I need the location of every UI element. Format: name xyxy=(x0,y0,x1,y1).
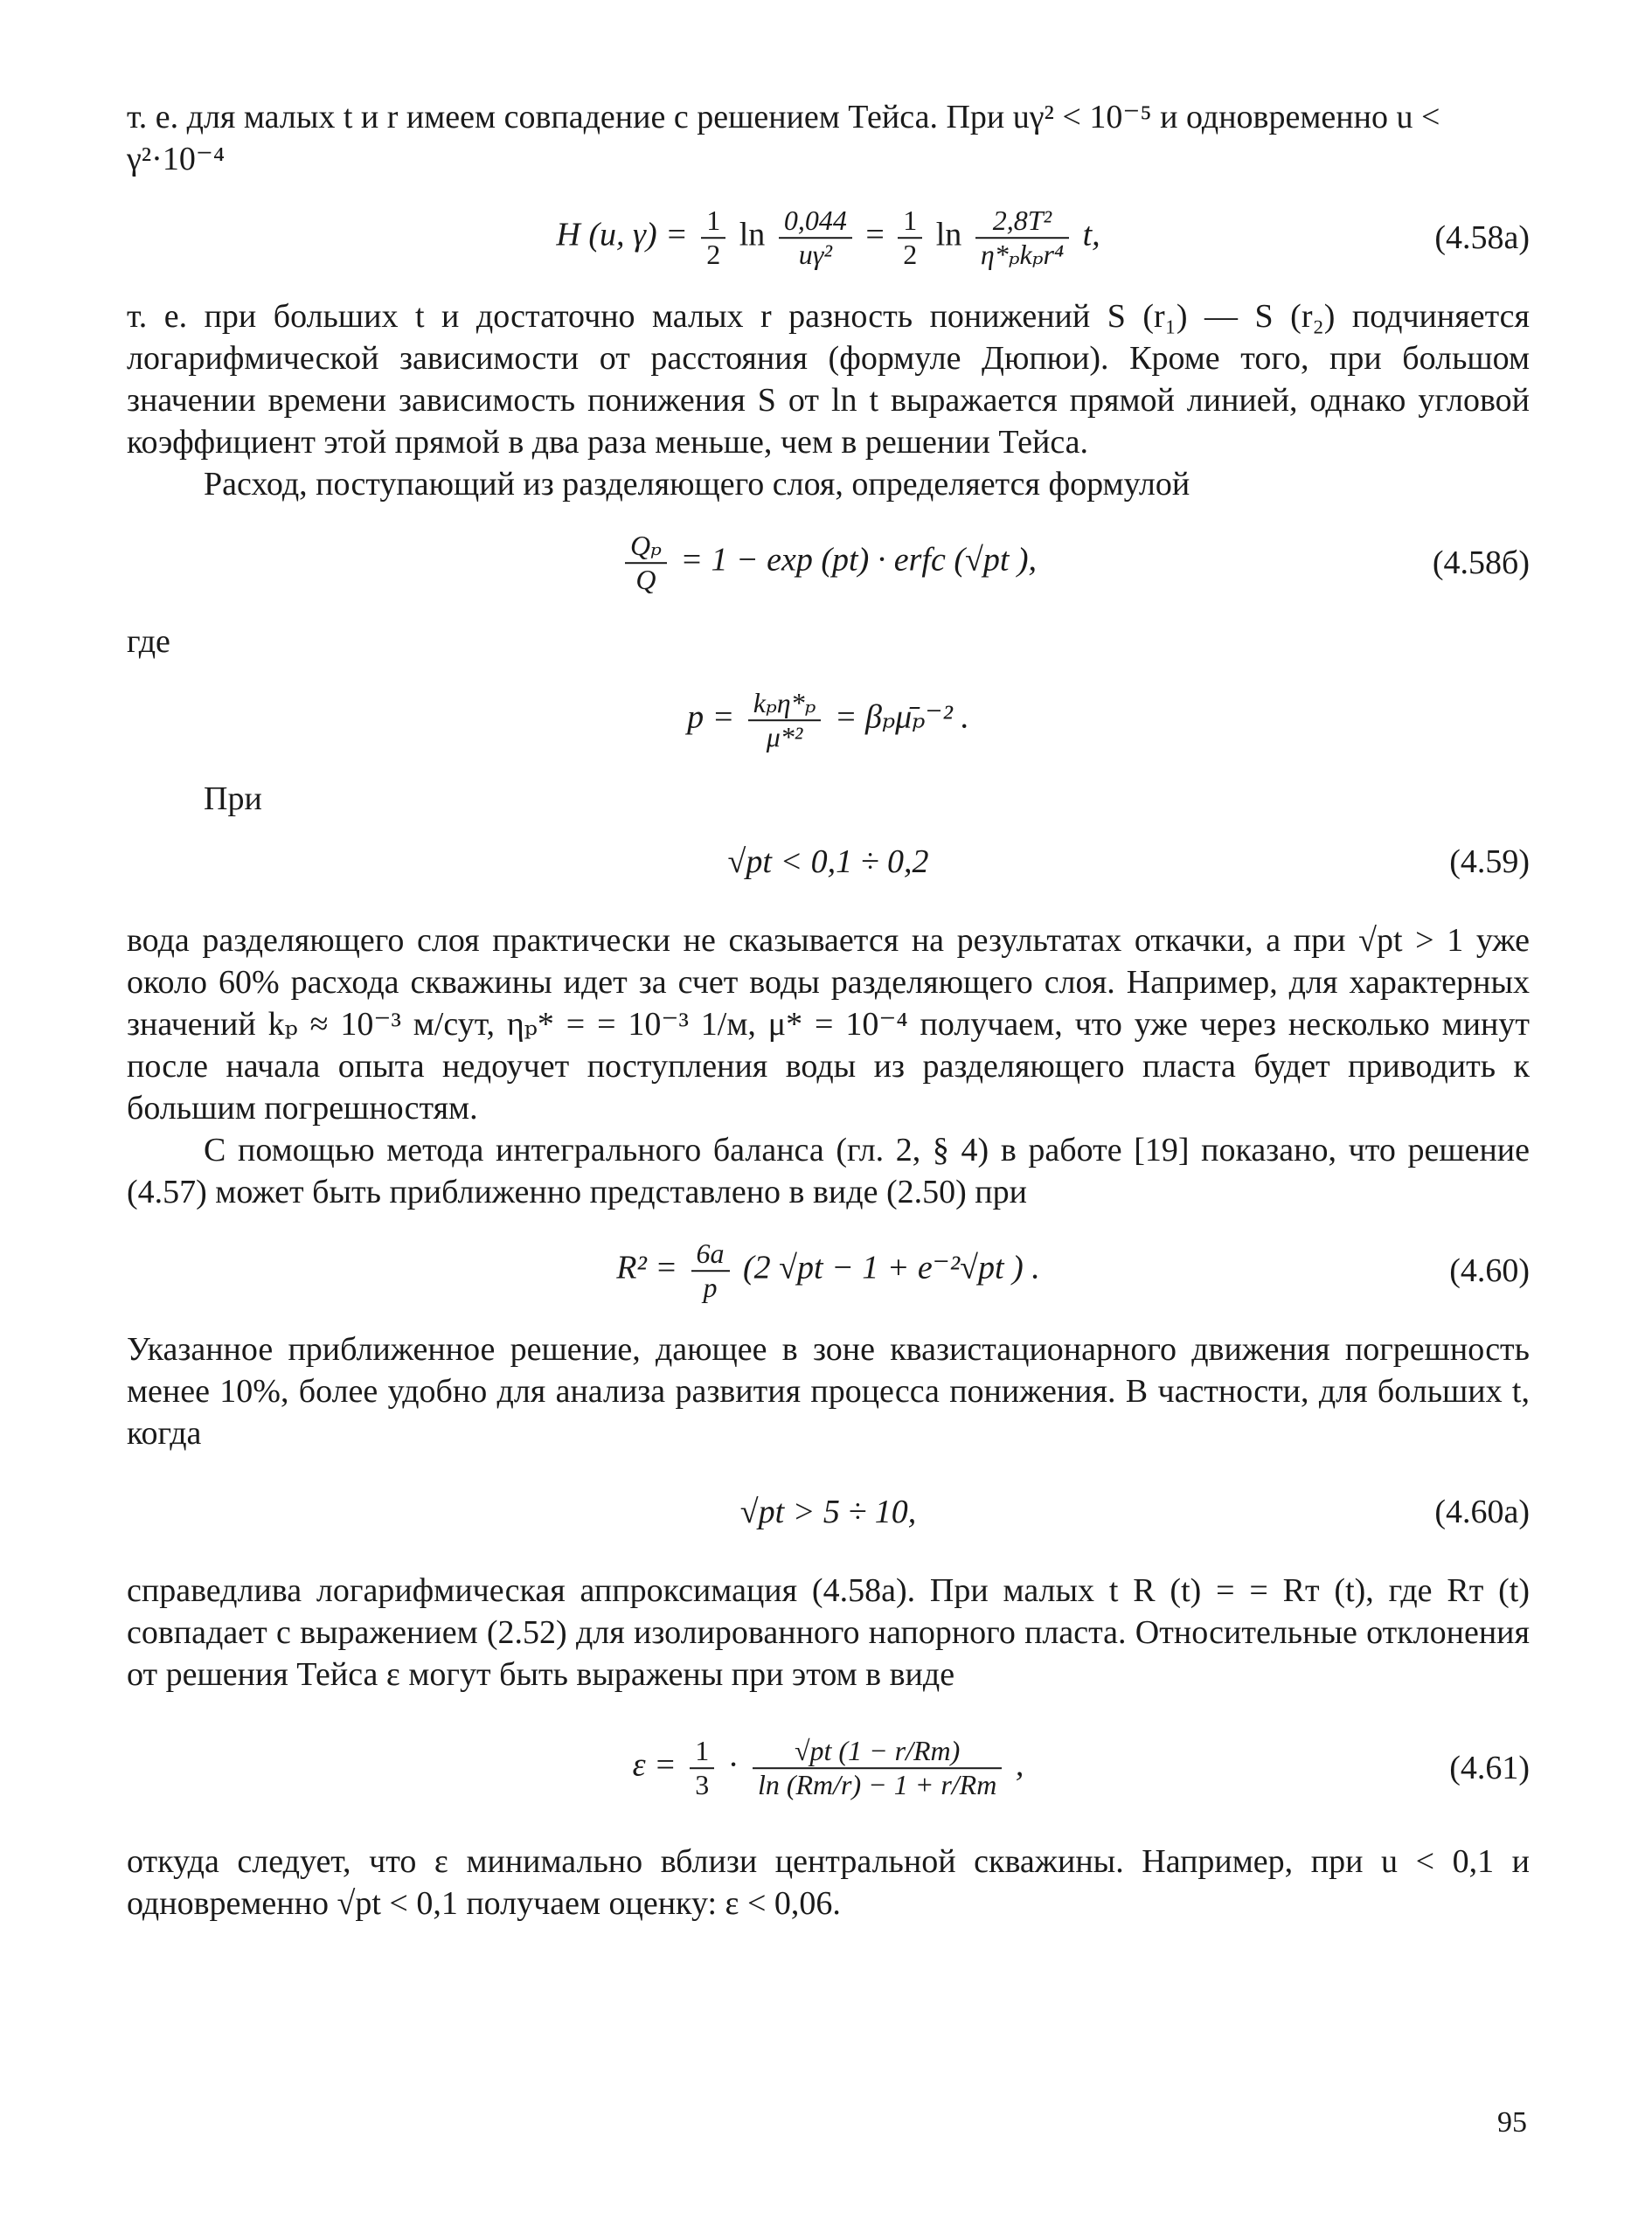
paragraph-6: вода разделяющего слоя практически не сказывается на результатах откачки, а при √pt > 1 уже около 60% расхода скважины идет за счет воды разделяющего слоя. Например, для характерных значений kₚ ≈ 10⁻³ м/сут, ηₚ* = = 10⁻³ 1/м, μ* = 10⁻⁴ получаем, что уже через несколько минут после начала опыта недоучет поступления воды из разделяющего пласта будет приводить к большим погрешностям. xyxy=(127,922,1530,1127)
eq-461-lhs: ε = xyxy=(632,1746,677,1784)
eq-461-dot: · xyxy=(727,1746,739,1784)
paragraph-10: откуда следует, что ε минимально вблизи центральной скважины. Например, при u < 0,1 и одновременно √pt < 0,1 получаем оценку: ε < 0,06. xyxy=(127,1843,1530,1922)
paragraph-2: т. е. при больших t и достаточно малых r разность понижений S (r₁) — S (r₂) подчиняется логарифмической зависимости от расстояния (формуле Дюпюи). Кроме того, при большом значении времени зависимость понижения S от ln t выражается прямой линией, однако угловой коэффициент этой прямой в два раза меньше, чем в решении Тейса. xyxy=(127,298,1530,461)
page-number: 95 xyxy=(1497,2106,1527,2139)
eq-459-expr: √pt < 0,1 ÷ 0,2 xyxy=(727,843,929,880)
page-body xyxy=(127,96,1530,1924)
eq-458a-tail: t, xyxy=(1082,216,1100,253)
eq-458a-half-1: $\frac{1}{2}$ xyxy=(701,205,725,271)
equation-p-definition xyxy=(127,678,1530,762)
eq-460-number: (4.60) xyxy=(1449,1252,1530,1289)
eq-460-rhs: (2 √pt − 1 + e⁻²√pt ) . xyxy=(743,1249,1040,1286)
paragraph-1: т. е. для малых t и r имеем совпадение с решением Тейса. При uγ² < 10⁻⁵ и одновременно u < γ²·10⁻⁴ xyxy=(127,99,1440,177)
eq-458a-frac-1: $\frac{0,044}{\text{uγ²}}$ xyxy=(779,205,852,271)
paragraph-8: Указанное приближенное решение, дающее в зоне квазистационарного движения погрешность менее 10%, более удобно для анализа развития процесса понижения. В частности, для больших t, когда xyxy=(127,1331,1530,1452)
eq-460a-expr: √pt > 5 ÷ 10, xyxy=(739,1494,917,1530)
eq-460-frac: $\frac{6a}{p}$ xyxy=(691,1238,730,1304)
paragraph-9: справедлива логарифмическая аппроксимация (4.58а). При малых t R (t) = = Rт (t), где Rт (t) совпадает с выражением (2.52) для изолированного напорного пласта. Относительные отклонения от решения Тейса ε могут быть выражены при этом в виде xyxy=(127,1572,1530,1693)
equation-4-58b xyxy=(127,521,1530,605)
eq-p-frac: $\frac{\text{kₚη*ₚ}}{\text{μ*²}}$ xyxy=(748,687,822,753)
eq-458b-rhs: = 1 − exp (pt) · erfc (√pt ), xyxy=(680,541,1038,579)
equation-4-59 xyxy=(127,820,1530,904)
eq-458a-ln-1: ln xyxy=(739,216,766,253)
eq-458a-equals: = xyxy=(865,216,885,253)
equation-4-61 xyxy=(127,1711,1530,1825)
eq-460-lhs: R² = xyxy=(616,1249,677,1286)
eq-458a-ln-2: ln xyxy=(935,216,962,253)
eq-459-number: (4.59) xyxy=(1449,843,1530,880)
eq-461-frac-1: $\frac{1}{3}$ xyxy=(690,1735,714,1801)
eq-458b-frac: $\frac{\text{Qₚ}}{Q}$ xyxy=(625,530,667,596)
equation-4-60 xyxy=(127,1229,1530,1313)
eq-p-lhs: p = xyxy=(687,698,735,736)
eq-458a-frac-2: $\frac{\text{2,8T²}}{\text{η*ₚkₚr⁴}}$ xyxy=(975,205,1069,271)
eq-461-number: (4.61) xyxy=(1449,1750,1530,1786)
eq-461-tail: , xyxy=(1015,1746,1024,1784)
eq-460a-number: (4.60а) xyxy=(1434,1494,1530,1530)
paragraph-7: С помощью метода интегрального баланса (гл. 2, § 4) в работе [19] показано, что решение (4.57) может быть приближенно представлено в виде (2.50) при xyxy=(127,1132,1530,1210)
eq-458a-number: (4.58а) xyxy=(1434,219,1530,256)
paragraph-5: При xyxy=(204,780,262,817)
eq-p-rhs: = βₚμ̄ₚ⁻² . xyxy=(834,698,969,736)
equation-4-60a xyxy=(127,1470,1530,1554)
eq-458a-half-2: $\frac{1}{2}$ xyxy=(898,205,922,271)
equation-4-58a xyxy=(127,196,1530,280)
paragraph-3: Расход, поступающий из разделяющего слоя, определяется формулой xyxy=(204,466,1190,503)
paragraph-4: где xyxy=(127,623,170,660)
eq-458b-number: (4.58б) xyxy=(1432,544,1530,581)
eq-461-frac-2: $\frac{√pt (1 - r/Rт)}{\ln (Rт/r) - 1 + r/Rт}$ xyxy=(753,1735,1002,1801)
eq-458a-lhs: H (u, γ) = xyxy=(556,216,688,253)
